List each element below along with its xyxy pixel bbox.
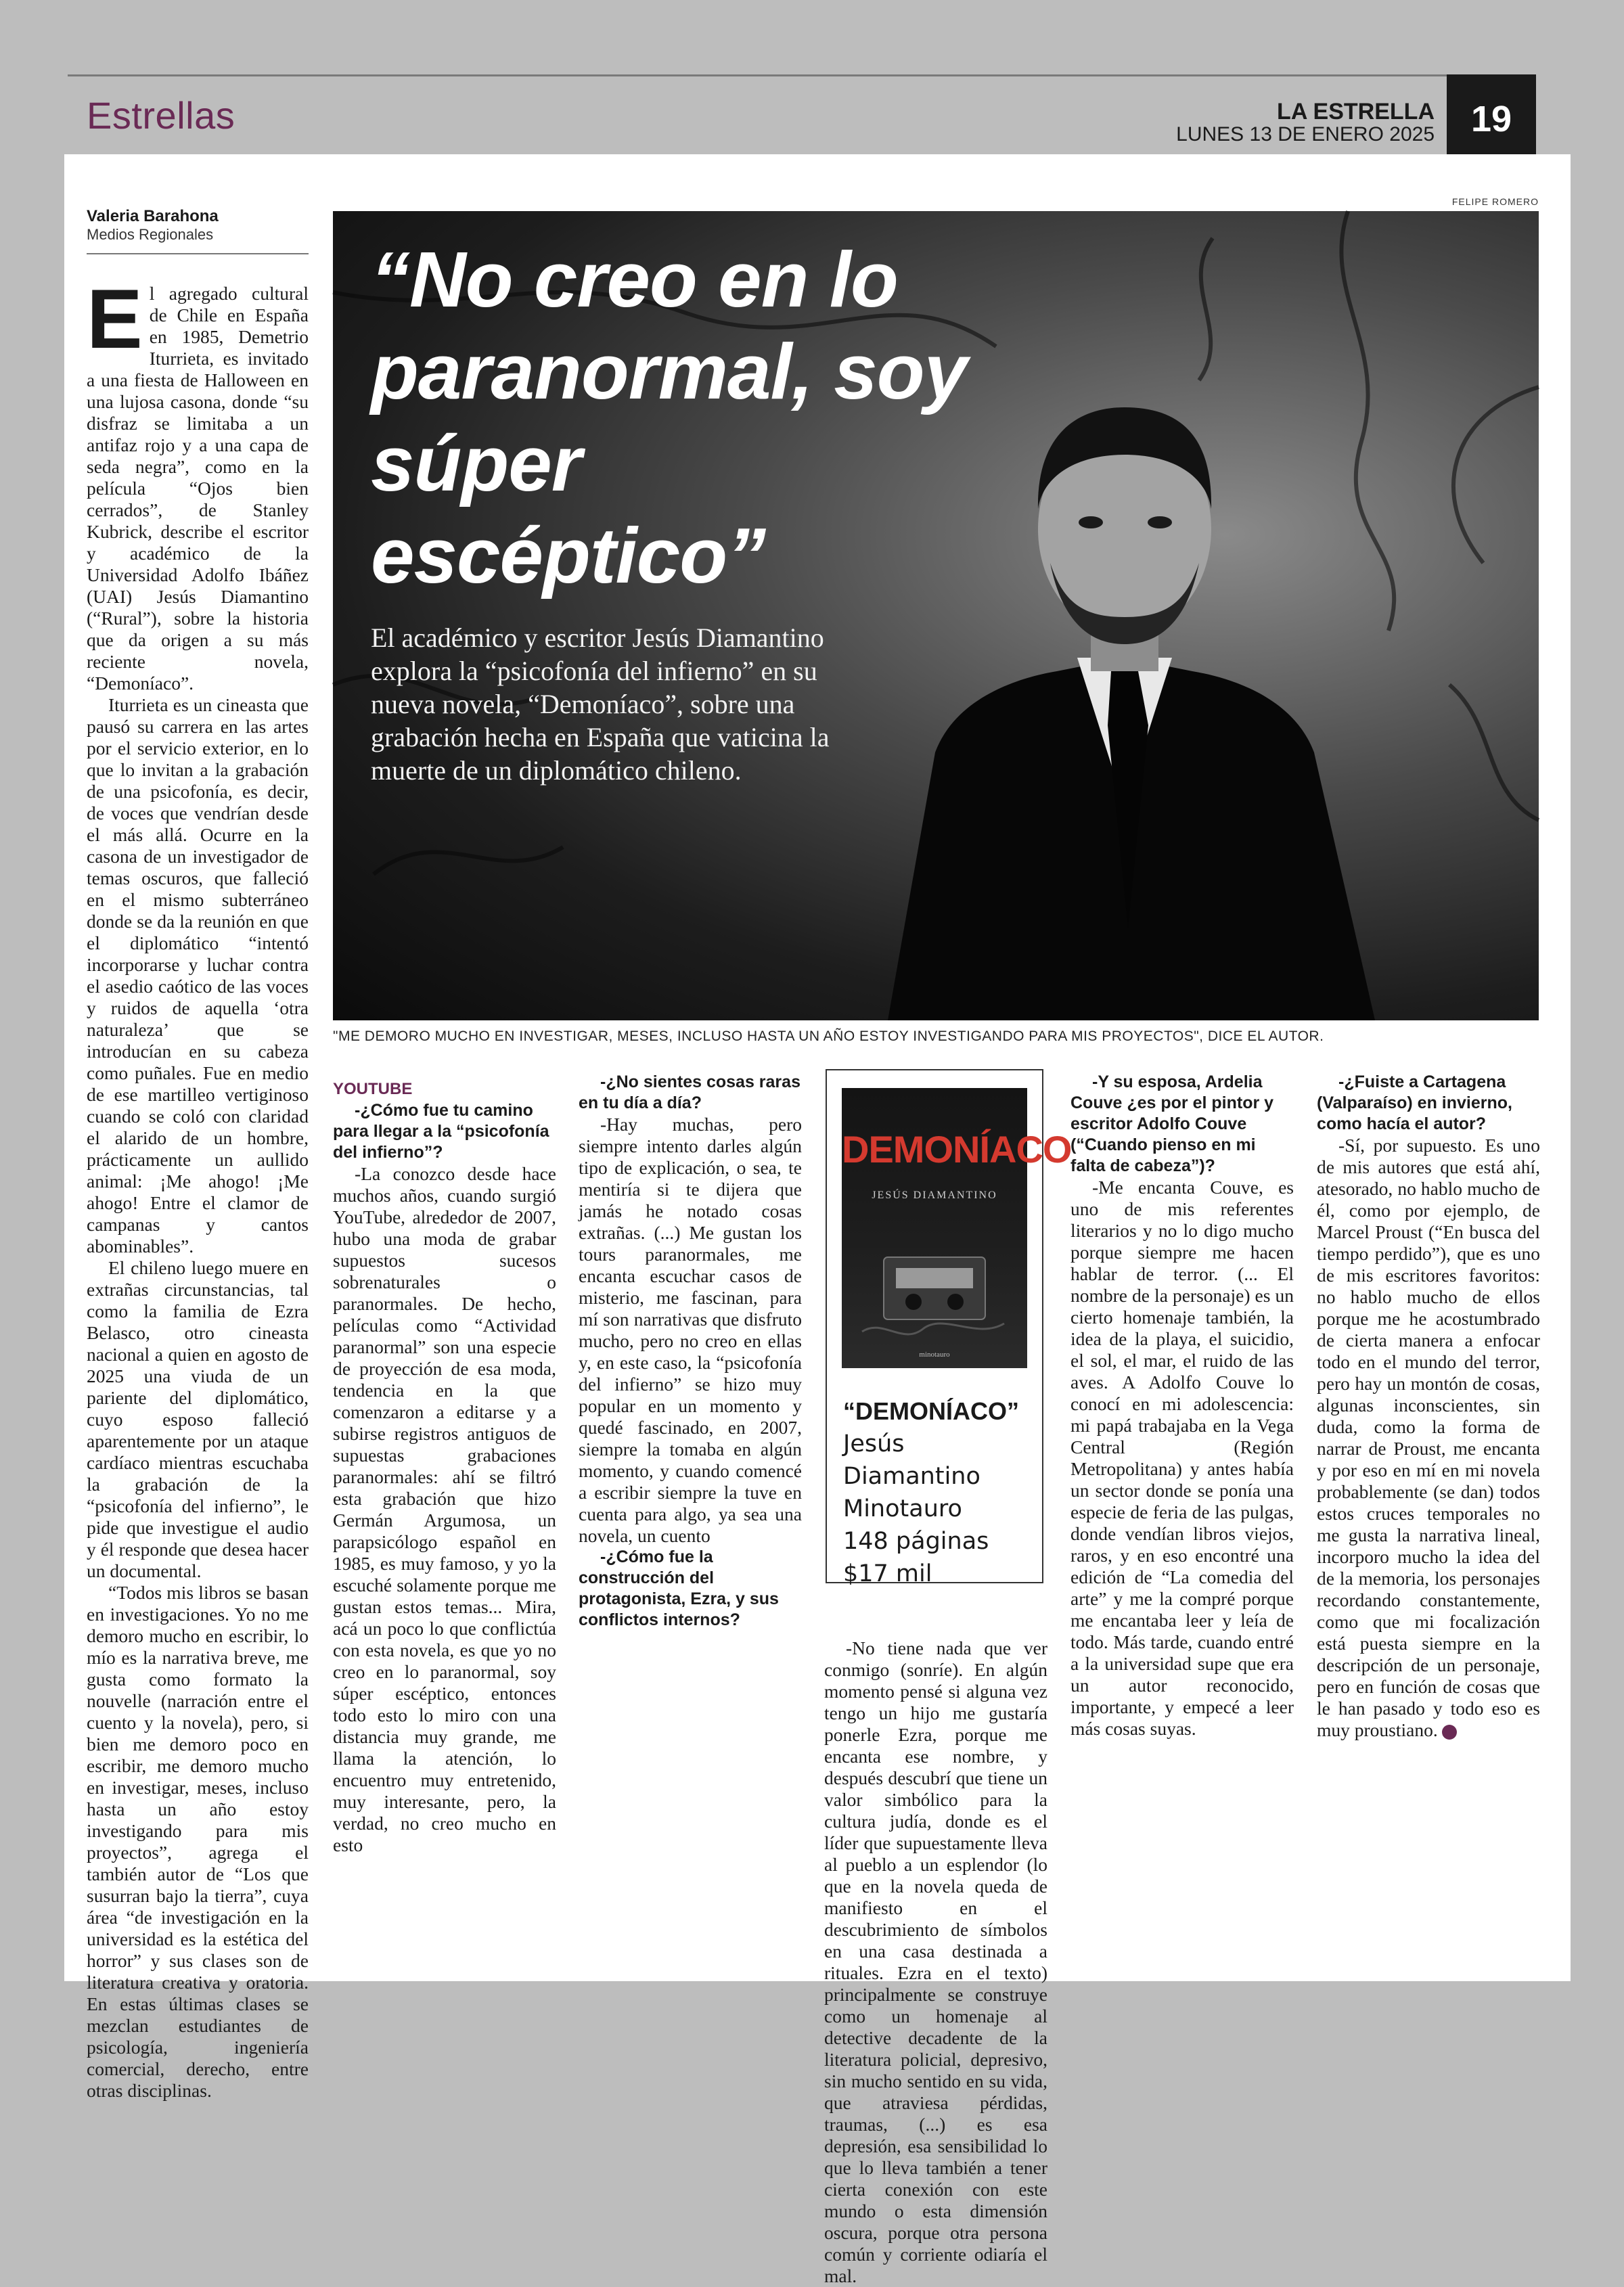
book-cover: [842, 1088, 1072, 1368]
article-column-5: [1070, 1072, 1294, 1740]
question: -¿Cómo fue la construcción del protagonista, Ezra, y sus conflictos internos?: [579, 1547, 779, 1629]
answer: -Me encanta Couve, es uno de mis referentes literarios y no lo digo mucho porque siempre me hacen hablar de terror. (... El nombre de la personaje) es un cierto homenaje también, la idea de la playa, el suicidio, el sol, el mar, el ruido de las aves. A Adolfo Couve lo conocí en mi adolescencia: mi papá trabajaba en la Vega Central (Región Metropolitana) y antes había un sector donde se ponía una especie de feria de las pulgas, donde vendían libros viejos, raros, y en eso encontré una edición de “La comedia del arte” y me la compré porque me encantaba leer y leía de todo. Más tarde, cuando entré a la universidad supe que era un autor reconocido, importante, y empecé a leer más cosas suyas.: [1070, 1177, 1294, 1739]
subheading: YOUTUBE: [333, 1080, 413, 1098]
intro-text: l agregado cultural de Chile en España en 1985, Demetrio Iturrieta, es invitado a una fiesta de Halloween en una lujosa casona, donde “su disfraz se limitaba a un antifaz rojo y a una capa de seda negra”, como en la película “Ojos bien cerrados”, de Stanley Kubrick, describe el escritor y académico de la Universidad Adolfo Ibáñez (UAI) Jesús Diamantino (“Rural”), sobre la historia que da origen a su más reciente novela, “Demoníaco”.: [87, 283, 309, 694]
answer-text: -Sí, por supuesto. Es uno de mis autores que está ahí, atesorado, no hablo mucho de él, como por ejemplo, de Marcel Proust (“En busca del tiempo perdido”), que es uno de mis escritores favoritos: no hablo mucho de ellos porque me he acostumbrado de cierta manera a enfocar todo en el mundo del terror, pero hay un montón de cosas, algunas inconscientes, sin duda, como la forma de narrar de Proust, me encanta y por eso en mí en mi novela probablemente (se dan) todos estos cruces temporales no me gusta la narrativa lineal, incorporo mucho la idea del de la memoria, los personajes recordando constantemente, como que mi focalización está puesta siempre en la descripción de un personaje, pero en función de cosas que le han pasado y todo eso es muy proustiano.: [1317, 1135, 1540, 1740]
paragraph: El chileno luego muere en extrañas circunstancias, tal como la familia de Ezra Belasco, otro cineasta nacional a quien en agosto de 2025 una viuda de un pariente del diplomático, cuyo esposo falleció aparentemente por un ataque cardíaco mientras escuchaba la grabación de la “psicofonía del infierno”, le pide que investigue el audio y él responde que desea hacer un documental.: [87, 1257, 309, 1581]
deck: El académico y escritor Jesús Diamantino explora la “psicofonía del infierno” en su nueva novela, “Demoníaco”, sobre una grabación hecha en España que vaticina la muerte de un diplomático chileno.: [371, 622, 830, 786]
newspaper-name: LA ESTRELLA: [1277, 99, 1435, 124]
book-author: Jesús Diamantino: [843, 1430, 980, 1490]
paragraph: “Todos mis libros se basan en investigaciones. Yo no me demoro mucho en escribir, lo mío es la narrativa breve, me gusta como formato la nouvelle (narración entre el cuento y la novela), pero, si bien me demoro poco en escribir, me demoro mucho en investigar, meses, incluso hasta un año estoy investigando para mis proyectos”, agrega el también autor de “Los que susurran bajo la tierra”, cuya área “de investigación en la universidad es la estética del horror” y sus clases son de literatura creativa y oratoria. En estas últimas clases se mezclan estudiantes de psicología, ingeniería comercial, derecho, entre otras disciplinas.: [87, 1582, 309, 2101]
answer: -Hay muchas, pero siempre intento darles algún tipo de explicación, o sea, te mentiría si te dijera que jamás he notado cosas extrañas. (...) Me gustan los tours paranormales, me encanta escuchar casos de misterio, me fascinan, para mí son narrativas que disfruto mucho, pero no creo en ellas y, en este caso, la “psicofonía del infierno” se hizo muy popular en un momento y quedé fascinado, en 2007, siempre la tomaba en algún momento, y cuando comencé a escribir siempre la tuve en cuenta para algo, ya sea una novela, un cuento: [579, 1114, 802, 1546]
question: -¿Cómo fue tu camino para llegar a la “psicofonía del infierno”?: [333, 1101, 549, 1162]
book-publisher: Minotauro: [843, 1495, 962, 1522]
question: -¿No sientes cosas raras en tu día a día?: [579, 1072, 800, 1112]
article-column-3: [579, 1072, 802, 1631]
answer: -No tiene nada que ver conmigo (sonríe). En algún momento pensé si alguna vez tengo un hijo me gustaría ponerle Ezra, porque me encanta ese nombre, y después descubrí que tiene un valor simbólico para la cultura judía, donde es el líder que supuestamente lleva al pueblo a un esplendor (lo que en la novela queda de manifiesto en el descubrimiento de símbolos en una casa destinada a rituales. Ezra en el texto) principalmente se construye como un homenaje al detective decadente de la literatura policial, depresivo, sin mucho sentido en su vida, que atraviesa pérdidas, traumas, (...) es esa depresión, esa sensibilidad lo que lo lleva también a tener cierta conexión con este mundo o esta dimensión oscura, porque otra persona común y corriente odiaría el mal.: [824, 1637, 1047, 2286]
book-details: [835, 1395, 1034, 1590]
book-title: “DEMONÍACO”: [843, 1397, 1019, 1425]
cover-publisher: minotauro: [919, 1351, 950, 1359]
book-pages: 148 páginas: [843, 1528, 989, 1555]
masthead: [1176, 100, 1435, 146]
page-number: 19: [1447, 74, 1536, 164]
headline: “No creo en lo paranormal, soy súper escéptico”: [371, 235, 968, 599]
author-photo: [333, 211, 1539, 1020]
byline: [87, 207, 309, 254]
author-org: Medios Regionales: [87, 226, 214, 243]
cover-author: JESÚS DIAMANTINO: [872, 1190, 997, 1201]
author-name: Valeria Barahona: [87, 207, 219, 225]
issue-date: LUNES 13 DE ENERO 2025: [1176, 123, 1435, 145]
header-rule: [68, 74, 1535, 76]
photo-credit: FELIPE ROMERO: [1451, 196, 1539, 207]
drop-cap: E: [87, 273, 143, 366]
section-title: Estrellas: [87, 94, 235, 137]
photo-caption: "ME DEMORO MUCHO EN INVESTIGAR, MESES, INCLUSO HASTA UN AÑO ESTOY INVESTIGANDO PARA MIS PROYECTOS", DICE EL AUTOR.: [333, 1028, 1324, 1044]
answer: [1317, 1135, 1540, 1741]
cassette-illustration: [842, 1088, 1072, 1368]
end-mark-icon: [1442, 1725, 1457, 1740]
paragraph: Iturrieta es un cineasta que pausó su carrera en las artes por el servicio exterior, en lo que lo invitan a la grabación de una psicofonía, es decir, de voces que vendrían desde el más allá. Ocurre en la casona de un investigador de temas oscuros, que falleció en el mismo subterráneo donde se da la reunión en que el diplomático “intentó incorporarse y luchar contra el asedio caótico de las voces y ruidos de aquella ‘otra naturaleza’ que se introducían en su cabeza como puñales. Fue en medio de ese martilleo vertiginoso cuando se coló con claridad el alarido de un hombre, prácticamente un aullido animal: ¡Me ahogo! ¡Me ahogo! Entre el clamor de campanas y cantos abominables”.: [87, 694, 309, 1256]
question: -¿Fuiste a Cartagena (Valparaíso) en invierno, como hacía el autor?: [1317, 1072, 1512, 1133]
cover-title: DEMONÍACO: [842, 1128, 1072, 1171]
question: -Y su esposa, Ardelia Couve ¿es por el pintor y escritor Adolfo Couve (“Cuando pienso en mi falta de cabeza”)?: [1070, 1072, 1274, 1175]
article-column-2: [333, 1072, 556, 1856]
book-price: $17 mil: [843, 1560, 932, 1587]
book-info-box: [826, 1069, 1072, 1587]
article-column-6: [1317, 1072, 1540, 1741]
answer: -La conozco desde hace muchos años, cuando surgió YouTube, alrededor de 2007, hubo una moda de grabar supuestos sucesos sobrenaturales o paranormales. De hecho, películas como “Actividad paranormal” son una especie de proyección de esa moda, tendencia en la que comenzaron a editarse y a subirse registros antiguos de supuestas grabaciones paranormales: ahí se filtró esta grabación que hizo Germán Argumosa, un parapsicólogo español en 1985, es muy famoso, y yo la escuché solamente porque me gustan estos temas... Mira, acá un poco lo que conflictúa con esta novela, es que yo no creo en lo paranormal, soy súper escéptico, entonces todo esto lo miro con una distancia muy grande, me llama la atención, lo encuentro muy entretenido, muy interesante, pero, la verdad, no creo mucho en esto: [333, 1163, 556, 1855]
article-column-4: [824, 1637, 1047, 2287]
article-column-1: [87, 273, 309, 2102]
paragraph: [87, 273, 309, 694]
